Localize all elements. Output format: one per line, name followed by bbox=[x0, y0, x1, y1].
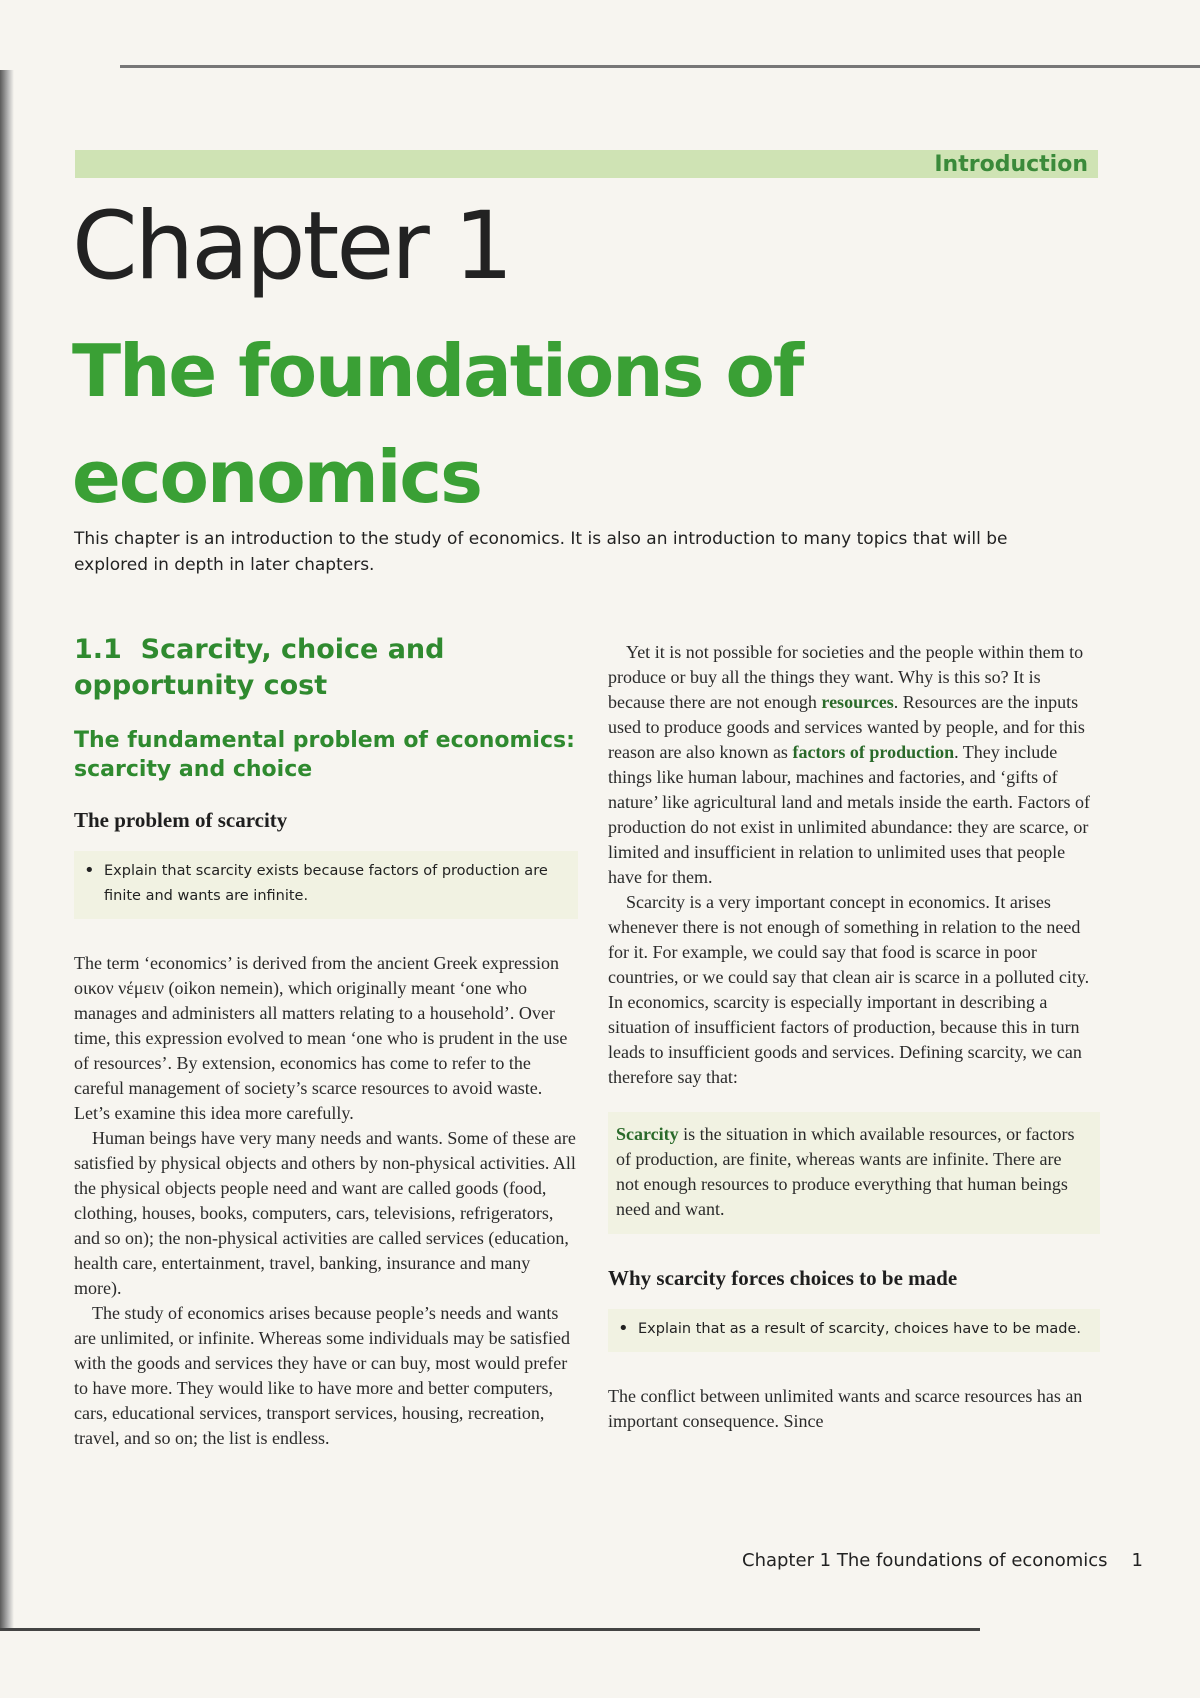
paragraph: Human beings have very many needs and wants. Some of these are satisfied by physical objects and others by non-physical activities. All the physical objects people need and want are called goods (food, clothing, houses, books, computers, cars, televisions, refrigerators, and so on); the non-physical activities are called services (education, health care, entertainment, travel, banking, insurance and many more). bbox=[74, 1128, 576, 1298]
page-number: 1 bbox=[1131, 1550, 1143, 1571]
key-term-factors-of-production: factors of production bbox=[792, 742, 955, 762]
key-term-resources: resources bbox=[821, 692, 894, 712]
page-edge-top bbox=[120, 65, 1200, 68]
chapter-intro: This chapter is an introduction to the study of economics. It is also an introduction to many topics that will be explored in depth in later chapters. bbox=[74, 529, 1008, 575]
section-title: Scarcity, choice and opportunity cost bbox=[74, 634, 445, 701]
topic-heading-choices: Why scarcity forces choices to be made bbox=[608, 1266, 958, 1290]
objective-text: Explain that as a result of scarcity, choices have to be made. bbox=[638, 1321, 1081, 1337]
section-label: Introduction bbox=[934, 152, 1088, 177]
header-band bbox=[75, 150, 1098, 178]
paragraph: The study of economics arises because people’s needs and wants are unlimited, or infinite. Whereas some individuals may be satisfied with the goods and services they have or can buy, most would prefer to have more. They would like to have more and better computers, cars, educational services, transport services, housing, recreation, travel, and so on; the list is endless. bbox=[74, 1303, 571, 1448]
paragraph bbox=[608, 640, 1100, 890]
page-footer bbox=[742, 1550, 1143, 1571]
running-title: Chapter 1 The foundations of economics bbox=[742, 1550, 1108, 1571]
objective-text: Explain that scarcity exists because factors of production are finite and wants are infinite. bbox=[104, 863, 548, 904]
text-run: . They include things like human labour, machines and factories, and ‘gifts of nature’ like agricultural land and metals inside the earth. Factors of production do not exist in unlimited abundance: they are scarce, or limited and insufficient in relation to unlimited uses that people have for them. bbox=[608, 742, 1090, 887]
definition-term: Scarcity bbox=[616, 1124, 679, 1144]
paragraph: Scarcity is a very important concept in economics. It arises whenever there is not enough of something in relation to the need for it. For example, we could say that food is scarce in poor countries, or we could say that clean air is scarce in a polluted city. In economics, scarcity is especially important in describing a situation of insufficient factors of production, because this in turn leads to insufficient goods and services. Defining scarcity, we can therefore say that: bbox=[608, 892, 1090, 1087]
definition-box bbox=[608, 1112, 1100, 1234]
bullet-icon: • bbox=[618, 1318, 629, 1339]
paragraph: The term ‘economics’ is derived from the ancient Greek expression οικον νέμειν (oikon nemein), which originally meant ‘one who manages and administers all matters relating to a household’. Over time, this expression evolved to mean ‘one who is prudent in the use of resources’. By extension, economics has come to refer to the careful management of society’s scarce resources to avoid waste. Let’s examine this idea more carefully. bbox=[74, 953, 568, 1123]
learning-objective bbox=[74, 851, 578, 919]
text-run: Yet it is not possible for societies and the people within them to produce or buy all the things they want. Why is this so? It is because there are not enough bbox=[608, 642, 1084, 712]
page-edge-shadow bbox=[0, 70, 14, 1630]
section-heading bbox=[74, 632, 578, 704]
chapter-label: Chapter 1 bbox=[72, 192, 511, 301]
definition-text: is the situation in which available resources, or factors of production, are finite, whereas wants are infinite. There are not enough resources to produce everything that human beings need and want. bbox=[616, 1124, 1075, 1219]
section-number: 1.1 bbox=[74, 634, 122, 665]
subsection-heading: The fundamental problem of economics: scarcity and choice bbox=[74, 728, 575, 782]
left-column bbox=[74, 632, 578, 1451]
bullet-icon: • bbox=[84, 860, 95, 881]
chapter-title: The foundations of economics bbox=[72, 329, 803, 519]
page-edge-bottom bbox=[0, 1628, 980, 1631]
topic-heading-scarcity: The problem of scarcity bbox=[74, 808, 288, 832]
learning-objective bbox=[608, 1309, 1100, 1352]
paragraph: The conflict between unlimited wants and scarce resources has an important consequence. Since bbox=[608, 1386, 1083, 1431]
text-run: . Resources are the inputs used to produce goods and services wanted by people, and for this reason are also known as bbox=[608, 692, 1085, 762]
right-column bbox=[608, 640, 1100, 1434]
